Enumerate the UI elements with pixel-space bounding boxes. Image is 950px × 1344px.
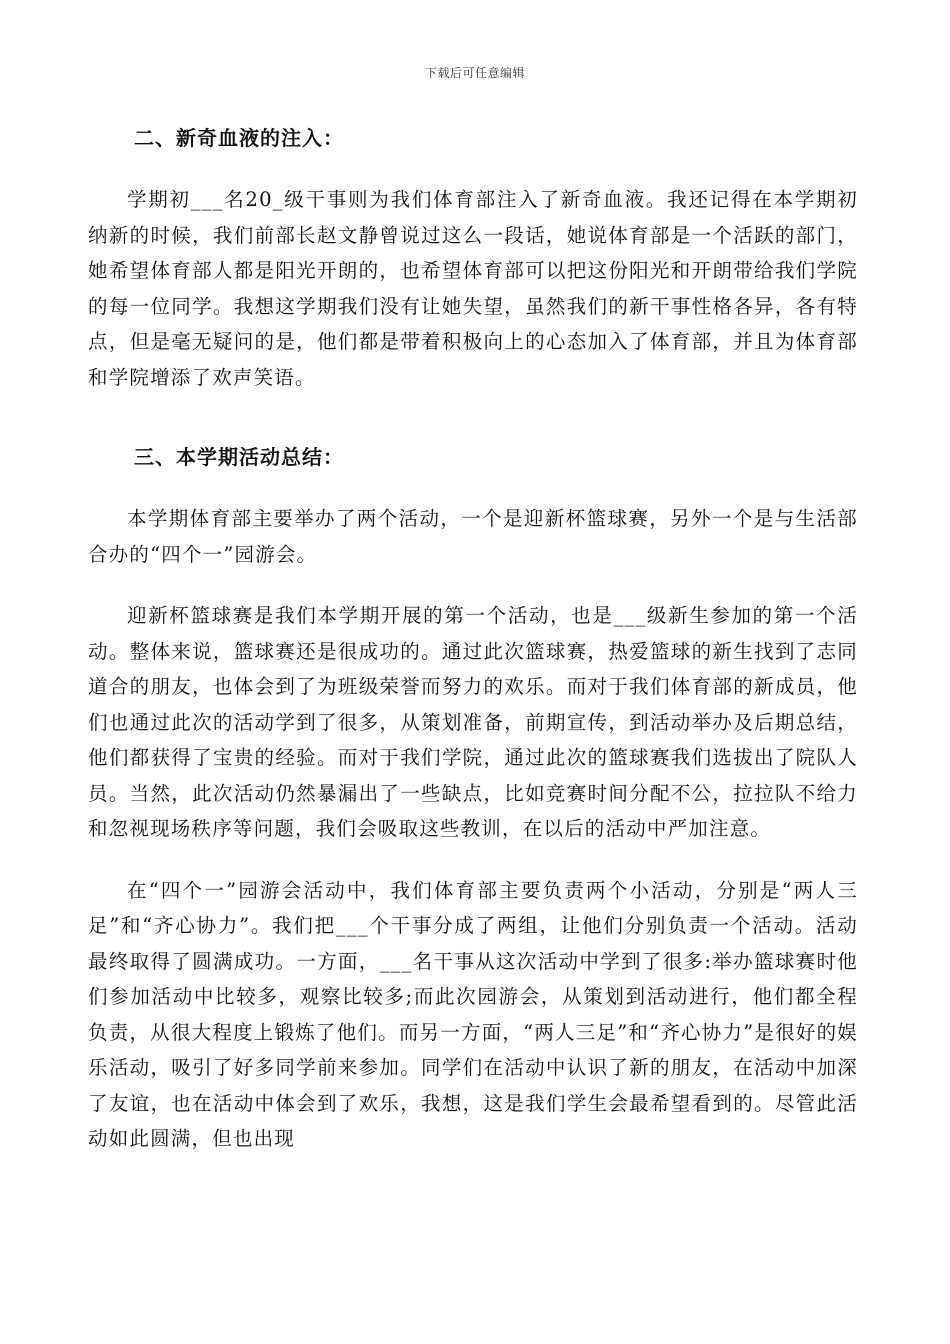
paragraph-basketball-game: 迎新杯篮球赛是我们本学期开展的第一个活动，也是___级新生参加的第一个活动。整体来说，篮球赛还是很成功的。通过此次篮球赛，热爱篮球的新生找到了志同道合的朋友，也体会到了为班级荣誉而努力的欢乐。而对于我们体育部的新成员，他们也通过此次的活动学到了很多，从策划准备，前期宣传，到活动举办及后期总结，他们都获得了宝贵的经验。而对于我们学院，通过此次的篮球赛我们选拔出了院队人员。当然，此次活动仍然暴漏出了一些缺点，比如竞赛时间分配不公，拉拉队不给力和忽视现场秩序等问题，我们会吸取这些教训，在以后的活动中严加注意。: [88, 604, 858, 840]
section-heading-new-blood: 二、新奇血液的注入：: [134, 126, 344, 150]
section-heading-activity-summary: 三、本学期活动总结：: [134, 445, 344, 469]
paragraph-new-members: 学期初___名20_级干事则为我们体育部注入了新奇血液。我还记得在本学期初纳新的时候，我们前部长赵文静曾说过这么一段话，她说体育部是一个活跃的部门，她希望体育部人都是阳光开朗的，也希望体育部可以把这份阳光和开朗带给我们学院的每一位同学。我想这学期我们没有让她失望，虽然我们的新干事性格各异，各有特点，但是毫无疑问的是，他们都是带着积极向上的心态加入了体育部，并且为体育部和学院增添了欢声笑语。: [88, 188, 858, 389]
paragraph-garden-party: 在“四个一”园游会活动中，我们体育部主要负责两个小活动，分别是“两人三足”和“齐心协力”。我们把___个干事分成了两组，让他们分别负责一个活动。活动最终取得了圆满成功。一方面，___名干事从这次活动中学到了很多:举办篮球赛时他们参加活动中比较多，观察比较多;而此次园游会，从策划到活动进行，他们都全程负责，从很大程度上锻炼了他们。而另一方面，“两人三足”和“齐心协力”是很好的娱乐活动，吸引了好多同学前来参加。同学们在活动中认识了新的朋友，在活动中加深了友谊，也在活动中体会到了欢乐，我想，这是我们学生会最希望看到的。尽管此活动如此圆满，但也出现: [88, 878, 858, 1150]
paragraph-activity-overview: 本学期体育部主要举办了两个活动，一个是迎新杯篮球赛，另外一个是与生活部合办的“四个一”园游会。: [88, 507, 858, 566]
document-body: [88, 116, 858, 1157]
header-note: 下载后可任意编辑: [424, 66, 525, 80]
